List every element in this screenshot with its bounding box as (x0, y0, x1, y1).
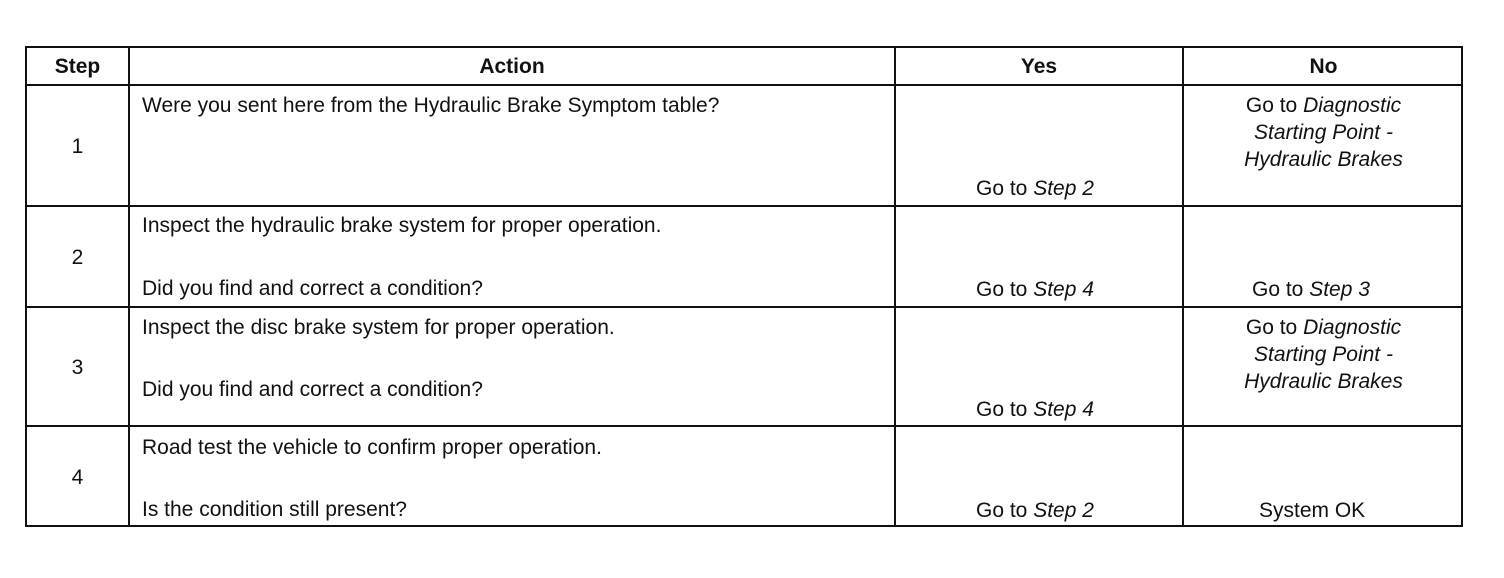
row-divider (27, 306, 1461, 308)
step-reference: Step 4 (1033, 398, 1094, 421)
yes-cell: Go to Step 2 (976, 177, 1094, 200)
step-reference: Step 4 (1033, 278, 1094, 301)
no-cell: System OK (1259, 499, 1366, 522)
action-text: Road test the vehicle to confirm proper operation. (142, 436, 602, 459)
step-reference: Step 3 (1309, 278, 1370, 301)
header-action: Action (479, 55, 545, 78)
yes-cell: Go to Step 4 (976, 398, 1094, 421)
no-cell: Go to Diagnostic Starting Point - Hydraulic Brakes (1244, 316, 1403, 393)
action-question: Did you find and correct a condition? (142, 277, 483, 300)
header-yes: Yes (1020, 55, 1058, 78)
diagnostic-table (25, 46, 1463, 527)
action-text: Inspect the hydraulic brake system for proper operation. (142, 214, 662, 237)
column-divider (128, 48, 130, 525)
step-number: 3 (71, 356, 84, 379)
row-divider (27, 84, 1461, 86)
step-number: 1 (71, 135, 84, 158)
column-divider (894, 48, 896, 525)
no-cell: Go to Diagnostic Starting Point - Hydraulic Brakes (1244, 94, 1403, 171)
step-number: 2 (71, 246, 84, 269)
header-no: No (1309, 55, 1338, 78)
step-reference: Step 2 (1033, 177, 1094, 200)
step-number: 4 (71, 466, 84, 489)
yes-cell: Go to Step 4 (976, 278, 1094, 301)
header-step: Step (54, 55, 101, 78)
row-divider (27, 425, 1461, 427)
yes-cell: Go to Step 2 (976, 499, 1094, 522)
row-divider (27, 205, 1461, 207)
no-cell: Go to Step 3 (1252, 278, 1370, 301)
action-question: Did you find and correct a condition? (142, 378, 483, 401)
action-text: Inspect the disc brake system for proper operation. (142, 316, 615, 339)
action-text: Were you sent here from the Hydraulic Brake Symptom table? (142, 94, 720, 117)
step-reference: Step 2 (1033, 499, 1094, 522)
action-question: Is the condition still present? (142, 498, 407, 521)
